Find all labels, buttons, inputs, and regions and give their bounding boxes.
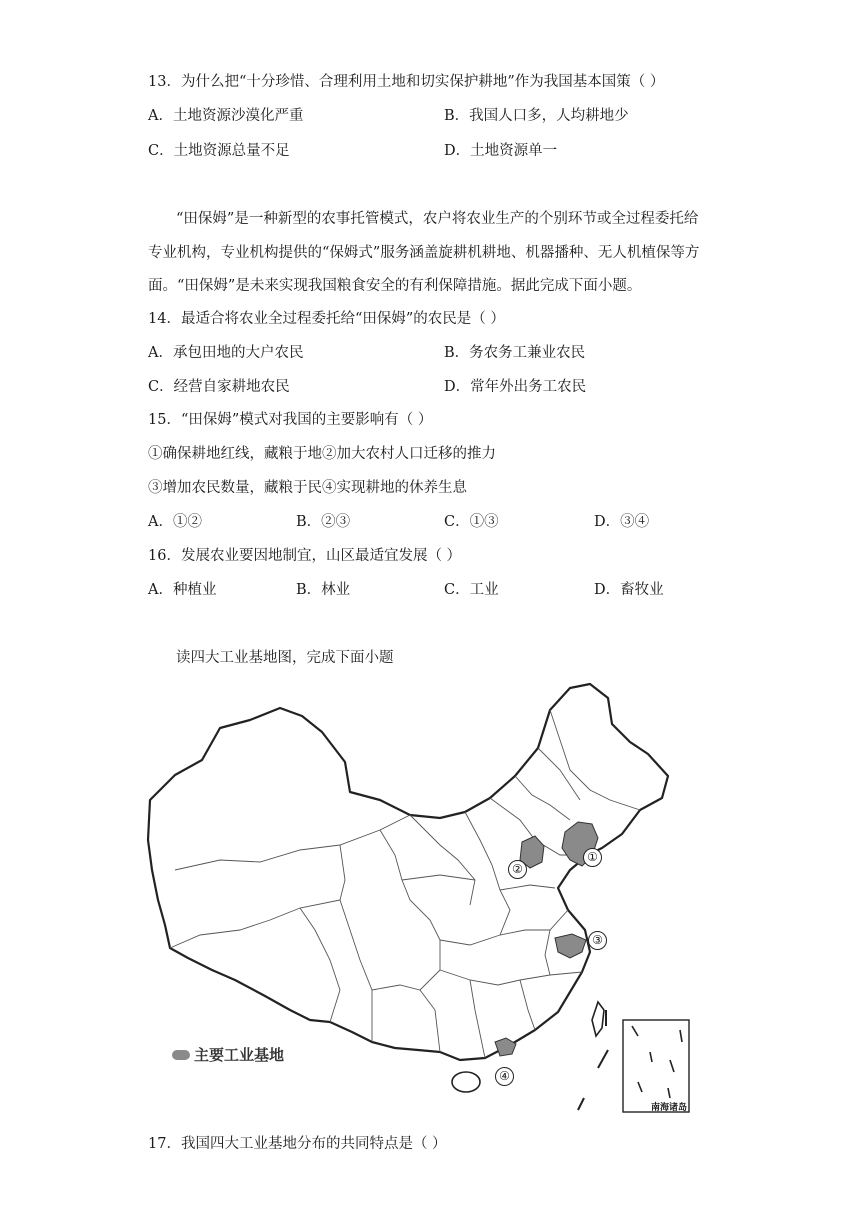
q15-stem: 15．“田保姆”模式对我国的主要影响有（ ） xyxy=(148,412,433,428)
south-china-sea-inset xyxy=(623,1020,689,1112)
q16-option-d: D．畜牧业 xyxy=(594,582,664,598)
q14-option-d: D．常年外出务工农民 xyxy=(444,379,587,395)
q17-stem: 17．我国四大工业基地分布的共同特点是（ ） xyxy=(148,1136,447,1152)
q14-option-c: C．经营自家耕地农民 xyxy=(148,379,290,395)
q15-option-c: C．①③ xyxy=(444,514,499,530)
china-outline xyxy=(148,684,668,1060)
passage1-line1: “田保姆”是一种新型的农事托管模式，农户将农业生产的个别环节或全过程委托给 xyxy=(176,211,699,227)
taiwan-island xyxy=(592,1002,604,1036)
passage1-line2: 专业机构，专业机构提供的“保姆式”服务涵盖旋耕机耕地、机器播种、无人机植保等方 xyxy=(148,245,700,261)
q16-option-a: A．种植业 xyxy=(148,582,217,598)
q13-option-a: A．土地资源沙漠化严重 xyxy=(148,108,304,124)
base-3-huning-hang xyxy=(555,934,586,958)
q16-option-b: B．林业 xyxy=(296,582,351,598)
marker-2: ② xyxy=(508,860,527,879)
q16-option-c: C．工业 xyxy=(444,582,499,598)
q15-statement2: ③增加农民数量，藏粮于民④实现耕地的休养生息 xyxy=(148,480,467,496)
marker-3: ③ xyxy=(588,931,607,950)
q14-stem: 14．最适合将农业全过程委托给“田保姆”的农民是（ ） xyxy=(148,311,505,327)
passage2-text: 读四大工业基地图，完成下面小题 xyxy=(176,650,394,666)
base-4-zhujiang xyxy=(495,1038,516,1056)
q16-stem: 16．发展农业要因地制宜，山区最适宜发展（ ） xyxy=(148,548,462,564)
marker-1: ① xyxy=(583,848,602,867)
q14-option-a: A．承包田地的大户农民 xyxy=(148,345,304,361)
hainan-island xyxy=(452,1072,480,1092)
inset-label: 南海诸岛 xyxy=(651,1103,688,1113)
q15-option-a: A．①② xyxy=(148,514,202,530)
q13-option-b: B．我国人口多，人均耕地少 xyxy=(444,108,629,124)
q14-option-b: B．务农务工兼业农民 xyxy=(444,345,586,361)
q13-stem: 13．为什么把“十分珍惜、合理利用土地和切实保护耕地”作为我国基本国策（ ） xyxy=(148,74,665,90)
q15-statement1: ①确保耕地红线，藏粮于地②加大农村人口迁移的推力 xyxy=(148,446,496,462)
legend-swatch-icon xyxy=(172,1050,190,1060)
q15-option-d: D．③④ xyxy=(594,514,650,530)
map-legend xyxy=(172,1044,284,1065)
marker-4: ④ xyxy=(495,1067,514,1086)
q13-option-d: D．土地资源单一 xyxy=(444,143,558,159)
province-borders xyxy=(170,710,640,1058)
passage1-line3: 面。“田保姆”是未来实现我国粮食安全的有利保障措施。据此完成下面小题。 xyxy=(148,278,642,294)
legend-label: 主要工业基地 xyxy=(194,1046,285,1064)
q13-option-c: C．土地资源总量不足 xyxy=(148,143,290,159)
q15-option-b: B．②③ xyxy=(296,514,351,530)
